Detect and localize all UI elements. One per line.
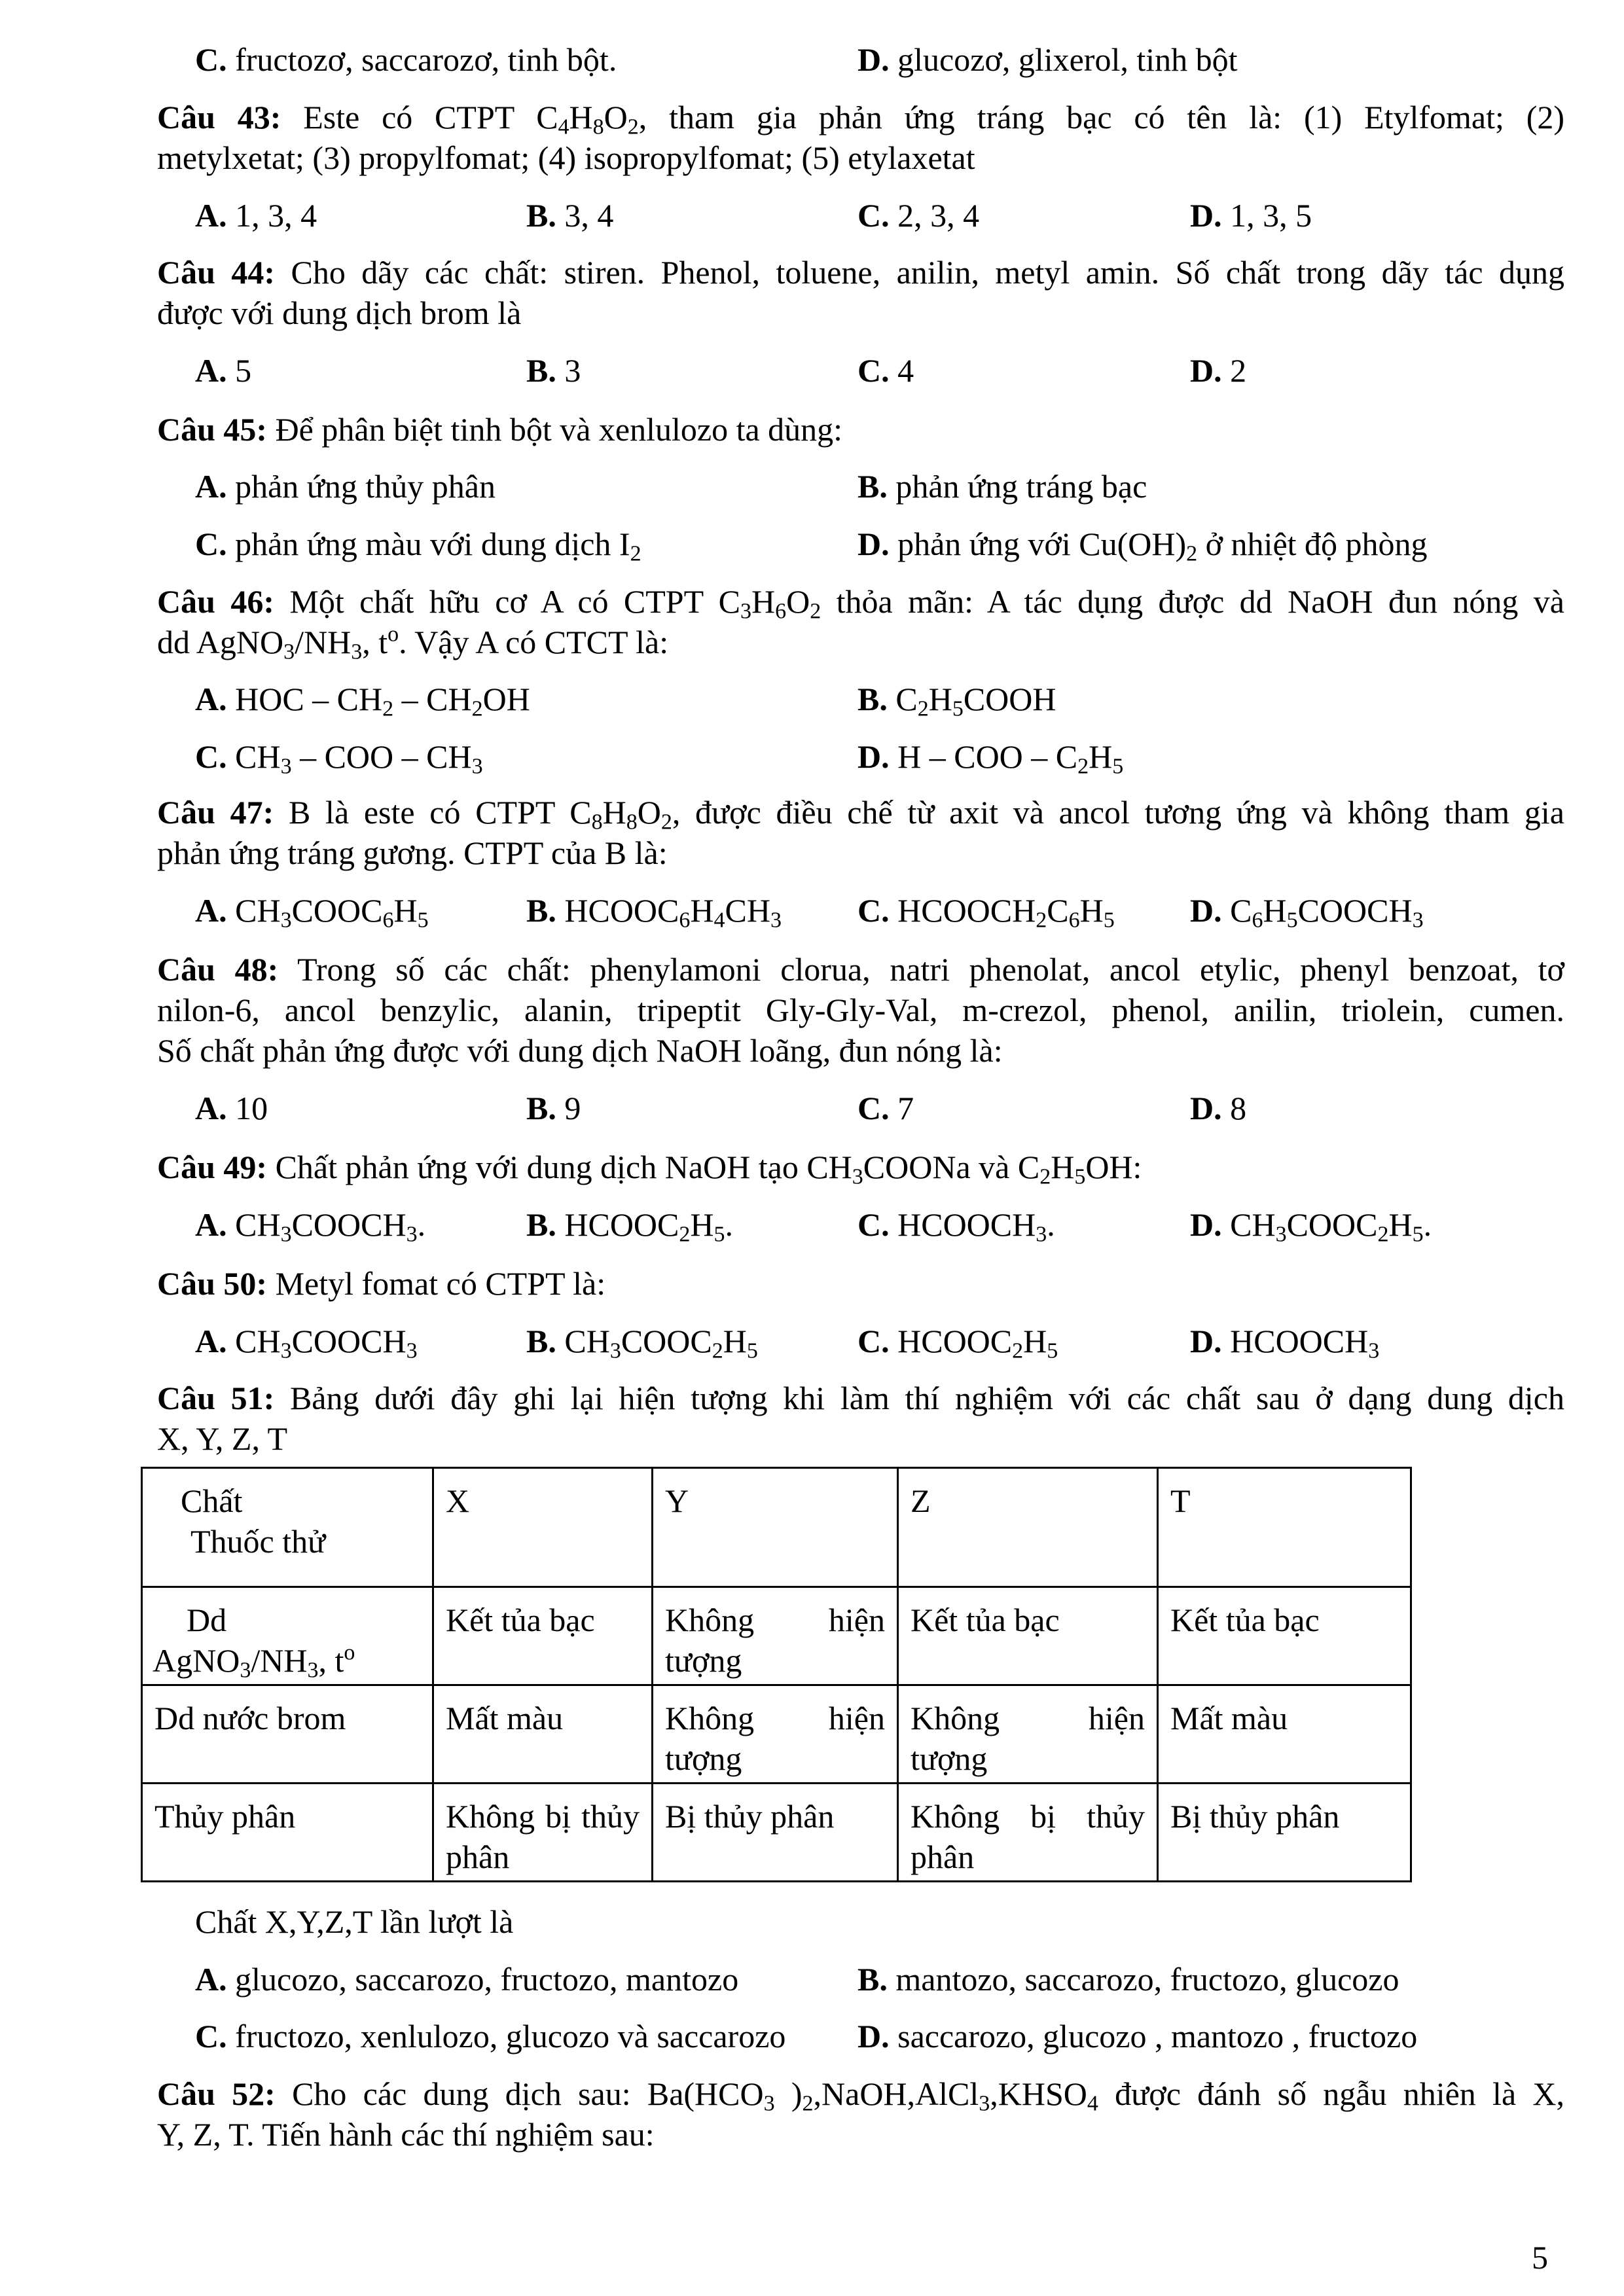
question-51-line-1: Câu 51: Bảng dưới đây ghi lại hiện tượng khi làm thí nghiệm với các chất sau ở dạng dung dịch [157, 1380, 1564, 1416]
option-c: C. $HCOOCH_3$. [857, 1206, 1055, 1247]
option-a: A. HOC – $CH_2 - CH_2OH$ [195, 681, 530, 721]
option-b: B. phản ứng tráng bạc [857, 468, 1147, 505]
option-c: C. $CH_3$ – COO – $CH_3$ [195, 738, 483, 779]
option-a: A. $CH_3COOCH_3$. [195, 1206, 426, 1247]
option-d: D. 1, 3, 5 [1190, 197, 1312, 234]
option-b: B. 9 [526, 1090, 581, 1126]
option-a: A. phản ứng thủy phân [195, 468, 496, 505]
table-row-thuy-phan [142, 1784, 1411, 1882]
question-47-line-2: phản ứng tráng gương. CTPT của B là: [157, 834, 668, 871]
question-51-prompt: Chất X,Y,Z,T lần lượt là [195, 1903, 514, 1940]
table-cell: Kết tủa bạc [1158, 1587, 1411, 1685]
column-header-z: Z [898, 1468, 1158, 1587]
table-cell: Kết tủa bạc [898, 1587, 1158, 1685]
option-c: C. 2, 3, 4 [857, 197, 980, 234]
experiment-table [141, 1467, 1412, 1882]
option-c: C. $HCOOC_2H_5$ [857, 1323, 1058, 1363]
table-cell: Không hiện tượng [653, 1685, 898, 1784]
option-d: D. saccarozo, glucozo , mantozo , fructozo [857, 2018, 1418, 2054]
question-52-line-1: Câu 52: Cho các dung dịch sau: $Ba(HCO_3$ )$_2,NaOH,AlCl_3,KHSO_4$ được đánh số ngẫu nhiên là X, [157, 2075, 1564, 2116]
row-label-agno3: Dd $AgNO_3/NH_3$, $t^o$ [142, 1587, 433, 1685]
question-44-line-2: được với dung dịch brom là [157, 295, 522, 331]
table-cell: Không bị thủy phân [433, 1784, 653, 1882]
table-row-brom [142, 1685, 1411, 1784]
table-cell: Không bị thủy phân [898, 1784, 1158, 1882]
question-48-line-3: Số chất phản ứng được với dung dịch NaOH loãng, đun nóng là: [157, 1032, 1003, 1069]
option-d: D. 2 [1190, 352, 1247, 389]
table-cell: Mất màu [1158, 1685, 1411, 1784]
question-43-line-2: metylxetat; (3) propylfomat; (4) isopropylfomat; (5) etylaxetat [157, 139, 975, 176]
option-b: B. $HCOOC_2H_5$. [526, 1206, 733, 1247]
table-cell: Không hiện tượng [898, 1685, 1158, 1784]
question-48-line-1: Câu 48: Trong số các chất: phenylamoni clorua, natri phenolat, ancol etylic, phenyl benzoat, tơ [157, 951, 1564, 988]
option-c: C. 4 [857, 352, 914, 389]
table-header-row [142, 1468, 1411, 1587]
row-label-thuy-phan: Thủy phân [142, 1784, 433, 1882]
option-a: A. 1, 3, 4 [195, 197, 317, 234]
option-d: D. glucozơ, glixerol, tinh bột [857, 41, 1238, 78]
question-46-line-2: dd $AgNO_3/NH_3$, $t^o$. Vậy A có CTCT là: [157, 622, 669, 664]
option-b: B. 3, 4 [526, 197, 614, 234]
option-c: C. fructozơ, saccarozơ, tinh bột. [195, 41, 617, 78]
option-b: B. 3 [526, 352, 581, 389]
option-d: D. $HCOOCH_3$ [1190, 1323, 1380, 1363]
option-a: A. $CH_3COOCH_3$ [195, 1323, 418, 1363]
page-number: 5 [1532, 2239, 1548, 2276]
question-43-line-1: Câu 43: Este có CTPT $C_4H_8O_2$, tham gia phản ứng tráng bạc có tên là: (1) Etylfomat; (2) [157, 99, 1565, 139]
question-45: Câu 45: Để phân biệt tinh bột và xenlulozo ta dùng: [157, 411, 843, 448]
option-a: A. $CH_3COOC_6H_5$ [195, 892, 429, 933]
column-header-x: X [433, 1468, 653, 1587]
option-a: A. 10 [195, 1090, 268, 1126]
option-a: A. 5 [195, 352, 252, 389]
question-52-line-2: Y, Z, T. Tiến hành các thí nghiệm sau: [157, 2116, 655, 2153]
table-row-agno3 [142, 1587, 1411, 1685]
option-c: C. 7 [857, 1090, 914, 1126]
question-47-line-1: Câu 47: B là este có CTPT $C_8H_8O_2$, được điều chế từ axit và ancol tương ứng và không tham gia [157, 794, 1564, 834]
question-46-line-1: Câu 46: Một chất hữu cơ A có CTPT $C_3H_6O_2$ thỏa mãn: A tác dụng được dd NaOH đun nóng và [157, 583, 1564, 624]
table-cell: Không hiện tượng [653, 1587, 898, 1685]
question-44-line-1: Câu 44: Cho dãy các chất: stiren. Phenol, toluene, anilin, metyl amin. Số chất trong dãy tác dụng [157, 254, 1564, 291]
table-cell: Kết tủa bạc [433, 1587, 653, 1685]
question-48-line-2: nilon-6, ancol benzylic, alanin, tripeptit Gly-Gly-Val, m-crezol, phenol, anilin, triolein, cumen. [157, 992, 1564, 1028]
option-d: D. 8 [1190, 1090, 1247, 1126]
option-d: D. H – COO – $C_2H_5$ [857, 738, 1124, 779]
table-corner-cell: Chất Thuốc thử [142, 1468, 433, 1587]
table-cell: Bị thủy phân [653, 1784, 898, 1882]
option-b: B. mantozo, saccarozo, fructozo, glucozo [857, 1961, 1399, 1998]
table-cell: Bị thủy phân [1158, 1784, 1411, 1882]
option-d: D. phản ứng với $Cu(OH)_2$ ở nhiệt độ phòng [857, 526, 1428, 566]
option-d: D. $CH_3COOC_2H_5$. [1190, 1206, 1432, 1247]
option-c: C. $HCOOCH_2C_6H_5$ [857, 892, 1115, 933]
column-header-t: T [1158, 1468, 1411, 1587]
option-d: D. $C_6H_5COOCH_3$ [1190, 892, 1424, 933]
question-49: Câu 49: Chất phản ứng với dung dịch NaOH tạo $CH_3COONa$ và $C_2H_5OH$: [157, 1149, 1142, 1189]
option-c: C. phản ứng màu với dung dịch $I_2$ [195, 526, 641, 566]
option-c: C. fructozo, xenlulozo, glucozo và saccarozo [195, 2018, 786, 2054]
option-b: B. $C_2H_5COOH$ [857, 681, 1056, 721]
column-header-y: Y [653, 1468, 898, 1587]
question-50: Câu 50: Metyl fomat có CTPT là: [157, 1265, 606, 1302]
option-a: A. glucozo, saccarozo, fructozo, mantozo [195, 1961, 739, 1998]
option-b: B. $CH_3COOC_2H_5$ [526, 1323, 758, 1363]
table-cell: Mất màu [433, 1685, 653, 1784]
question-51-line-2: X, Y, Z, T [157, 1420, 288, 1457]
row-label-brom: Dd nước brom [142, 1685, 433, 1784]
option-b: B. $HCOOC_6H_4CH_3$ [526, 892, 782, 933]
